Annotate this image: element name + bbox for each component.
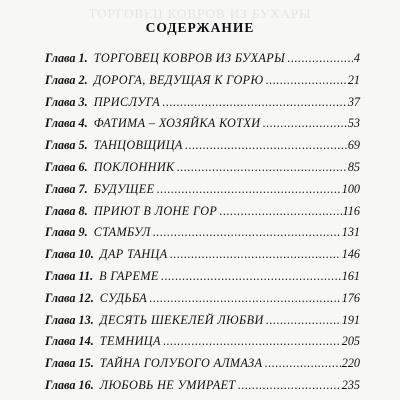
toc-entry: [45, 334, 360, 356]
page-number: 4: [353, 51, 360, 65]
chapter-number: Глава 13.: [45, 312, 94, 327]
chapter-title: СТАМБУЛ: [93, 225, 151, 240]
page-number: 69: [347, 138, 360, 153]
toc-entry: [45, 51, 360, 73]
page-number: 191: [341, 312, 360, 327]
dot-leader: [156, 182, 340, 197]
chapter-number: Глава 3.: [45, 94, 88, 109]
toc-entry: [45, 313, 360, 335]
chapter-title: ДАР ТАНЦА: [99, 247, 168, 262]
page-number: 235: [341, 377, 360, 392]
dot-leader: [262, 116, 346, 131]
bleed-through-text: ТОРГОВЕЦ КОВРОВ ИЗ БУХАРЫ: [88, 6, 312, 21]
chapter-number: Глава 12.: [45, 290, 94, 305]
chapter-title: ФАТИМА – ХОЗЯЙКА КОТХИ: [93, 116, 261, 131]
toc-entry: [45, 73, 360, 95]
chapter-number: Глава 9.: [45, 225, 88, 240]
chapter-title: СУДЬБА: [99, 290, 148, 305]
page-number: 176: [341, 290, 360, 305]
toc-entry: [45, 204, 360, 226]
dot-leader: [177, 160, 347, 175]
page-number: 146: [341, 247, 360, 262]
page-number: 21: [347, 72, 360, 87]
page-number: 100: [341, 181, 360, 196]
dot-leader: [161, 269, 341, 284]
page-title: СОДЕРЖАНИЕ: [145, 20, 255, 35]
dot-leader: [170, 247, 341, 262]
toc-entry: [45, 378, 360, 400]
chapter-number: Глава 2.: [45, 72, 88, 87]
toc-entry: [45, 247, 360, 269]
page-number: 37: [347, 94, 360, 109]
dot-leader: [264, 356, 340, 371]
chapter-title: ТЕМНИЦА: [99, 334, 161, 349]
toc-entry: [45, 291, 360, 313]
chapter-title: В ГАРЕМЕ: [99, 268, 159, 283]
chapter-number: Глава 15.: [45, 356, 94, 371]
dot-leader: [149, 291, 341, 306]
toc-entry: [45, 116, 360, 138]
chapter-number: Глава 5.: [45, 138, 88, 153]
dot-leader: [153, 225, 341, 240]
chapter-number: Глава 10.: [45, 247, 94, 262]
dot-leader: [219, 204, 341, 219]
chapter-number: Глава 16.: [45, 377, 94, 392]
chapter-title: ТАНЦОВЩИЦА: [93, 138, 183, 153]
chapter-number: Глава 14.: [45, 334, 94, 349]
page-number: 205: [341, 334, 360, 349]
toc-entry: [45, 356, 360, 378]
chapter-title: БУДУЩЕЕ: [93, 181, 155, 196]
table-of-contents: [45, 51, 360, 400]
chapter-number: Глава 11.: [45, 268, 94, 283]
dot-leader: [238, 378, 341, 393]
chapter-title: ПРИЮТ В ЛОНЕ ГОР: [93, 203, 218, 218]
chapter-number: Глава 1.: [45, 51, 88, 65]
toc-entry: [45, 138, 360, 160]
toc-entry: [45, 182, 360, 204]
dot-leader: [266, 73, 347, 88]
dot-leader: [266, 313, 341, 328]
chapter-title: ДЕСЯТЬ ШЕКЕЛЕЙ ЛЮБВИ: [99, 312, 264, 327]
chapter-number: Глава 8.: [45, 203, 88, 218]
page-number: 220: [341, 356, 360, 371]
dot-leader: [287, 51, 353, 66]
chapter-number: Глава 7.: [45, 181, 88, 196]
chapter-number: Глава 6.: [45, 159, 88, 174]
chapter-number: Глава 4.: [45, 116, 88, 131]
page-number: 85: [347, 159, 360, 174]
dot-leader: [185, 138, 347, 153]
page-number: 161: [341, 268, 360, 283]
page-number: 53: [347, 116, 360, 131]
page-number: 131: [341, 225, 360, 240]
chapter-title: ДОРОГА, ВЕДУЩАЯ К ГОРЮ: [93, 72, 264, 87]
dot-leader: [163, 334, 341, 349]
chapter-title: ПРИСЛУГА: [93, 94, 161, 109]
page-number: 116: [342, 203, 360, 218]
chapter-title: ТОРГОВЕЦ КОВРОВ ИЗ БУХАРЫ: [93, 51, 286, 65]
toc-entry: [45, 160, 360, 182]
chapter-title: ЛЮБОВЬ НЕ УМИРАЕТ: [99, 377, 236, 392]
toc-entry: [45, 269, 360, 291]
toc-entry: [45, 95, 360, 117]
chapter-title: ТАЙНА ГОЛУБОГО АЛМАЗА: [99, 356, 263, 371]
chapter-title: ПОКЛОННИК: [93, 159, 175, 174]
dot-leader: [162, 95, 347, 110]
toc-entry: [45, 225, 360, 247]
